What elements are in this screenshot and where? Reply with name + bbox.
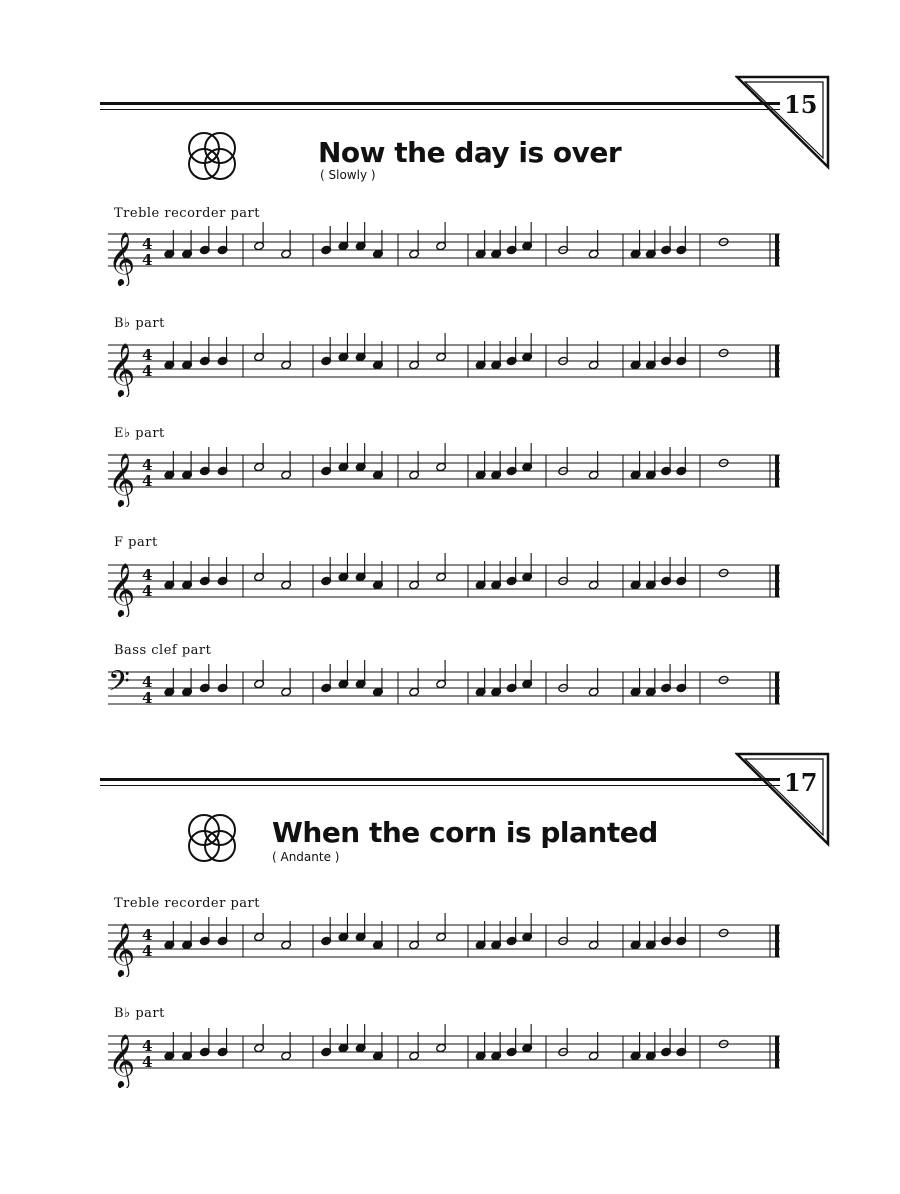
four-circles-icon [184, 810, 240, 866]
part-label: F part [114, 535, 158, 550]
section-rule [100, 778, 780, 788]
time-signature-bottom: 4 [142, 251, 153, 269]
time-signature-top: 4 [142, 235, 153, 253]
treble-clef-icon: 𝄞 [108, 922, 136, 976]
section-number: 15 [784, 90, 818, 119]
treble-clef-icon: 𝄞 [108, 562, 136, 616]
time-signature-bottom: 4 [142, 1053, 153, 1071]
time-signature-top: 4 [142, 673, 153, 691]
part-label: B♭ part [114, 1006, 165, 1021]
music-staff [108, 1024, 780, 1092]
time-signature-bottom: 4 [142, 362, 153, 380]
time-signature-bottom: 4 [142, 582, 153, 600]
song-title: Now the day is over [318, 136, 622, 169]
time-signature-bottom: 4 [142, 689, 153, 707]
song-title: When the corn is planted [272, 816, 658, 849]
four-circles-icon [184, 128, 240, 184]
section-number: 17 [784, 768, 818, 797]
section-rule [100, 102, 780, 112]
part-label: B♭ part [114, 316, 165, 331]
part-label: Treble recorder part [114, 896, 260, 911]
time-signature-top: 4 [142, 456, 153, 474]
time-signature-top: 4 [142, 1037, 153, 1055]
treble-clef-icon: 𝄞 [108, 452, 136, 506]
page-tab-triangle [735, 752, 831, 847]
bass-clef-icon: 𝄢 [108, 665, 130, 705]
music-staff [108, 913, 780, 981]
time-signature-top: 4 [142, 346, 153, 364]
part-label: E♭ part [114, 426, 165, 441]
tempo-marking: ( Slowly ) [320, 168, 376, 182]
time-signature-bottom: 4 [142, 472, 153, 490]
music-staff [108, 553, 780, 621]
time-signature-top: 4 [142, 566, 153, 584]
music-staff [108, 660, 780, 728]
music-staff [108, 333, 780, 401]
part-label: Bass clef part [114, 643, 212, 658]
treble-clef-icon: 𝄞 [108, 342, 136, 396]
music-staff [108, 443, 780, 511]
time-signature-top: 4 [142, 926, 153, 944]
treble-clef-icon: 𝄞 [108, 231, 136, 285]
tempo-marking: ( Andante ) [272, 850, 340, 864]
time-signature-bottom: 4 [142, 942, 153, 960]
music-staff [108, 222, 780, 290]
part-label: Treble recorder part [114, 206, 260, 221]
treble-clef-icon: 𝄞 [108, 1033, 136, 1087]
